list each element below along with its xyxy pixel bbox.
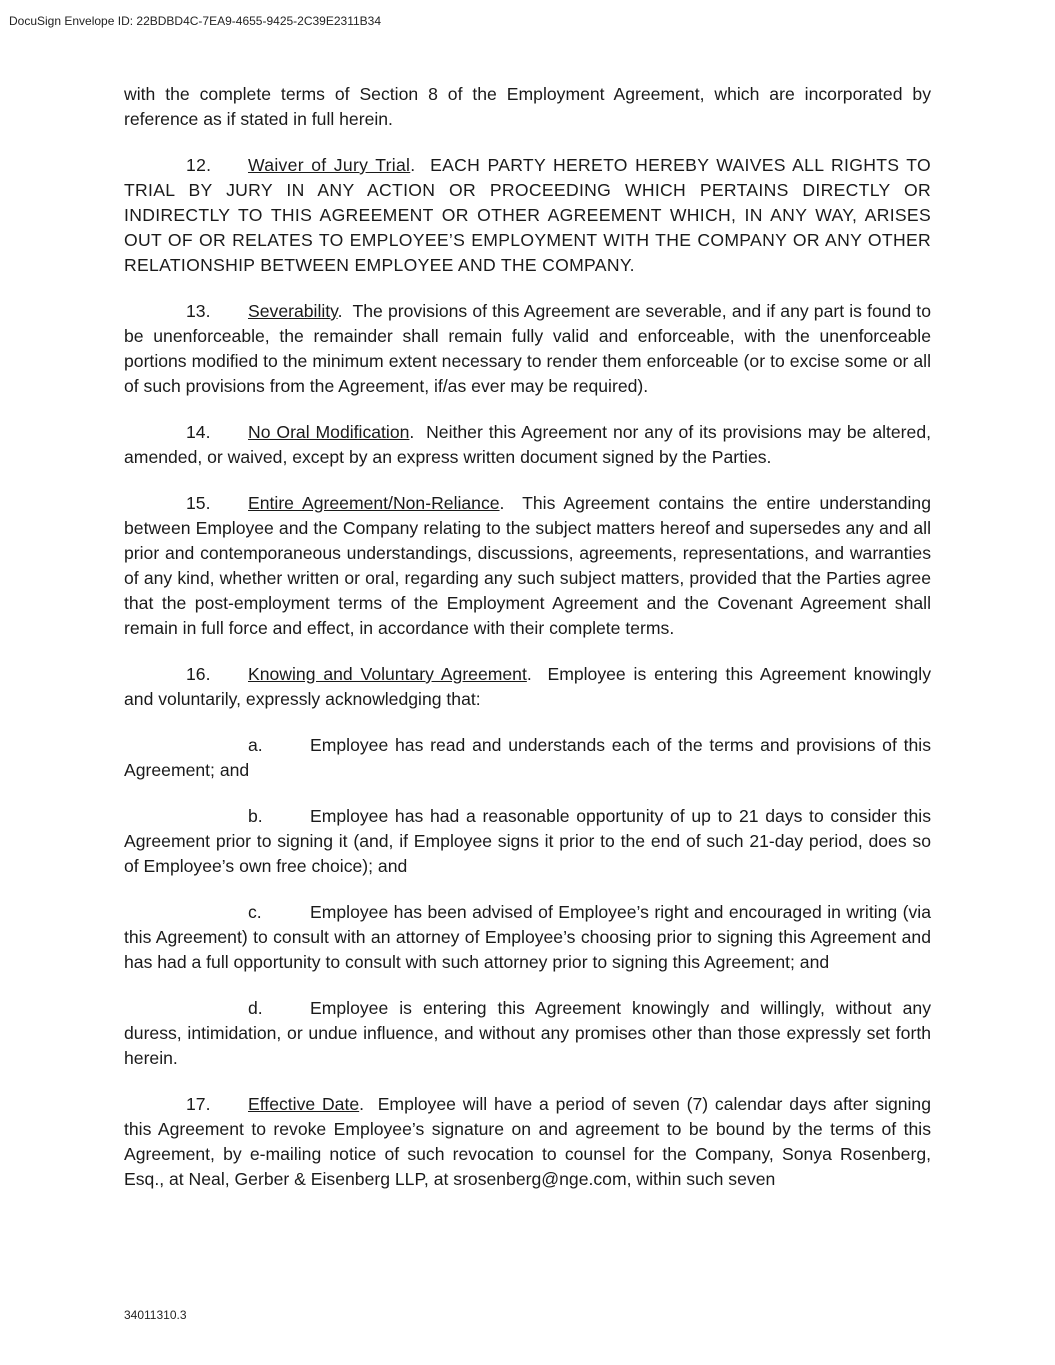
section-number: 12.	[186, 155, 212, 175]
section-number: 15.	[186, 493, 211, 513]
subsection-text: Employee has had a reasonable opportunity of up to 21 days to consider this Agreement prior to signing it (and, if Employee signs it prior to the end of such 21-day period, does so of Employee’s own free choice); and	[124, 806, 931, 876]
subsection-text: Employee has been advised of Employee’s right and encouraged in writing (via this Agreement) to consult with an attorney of Employee’s choosing prior to signing this Agreement and has had a full opportunity to consult with such attorney prior to signing this Agreement; and	[124, 902, 931, 972]
section-title: Waiver of Jury Trial	[248, 155, 411, 175]
section-16b	[124, 804, 931, 879]
subsection-text: Employee is entering this Agreement knowingly and willingly, without any duress, intimidation, or undue influence, and without any promises other than those expressly set forth herein.	[124, 998, 931, 1068]
section-17: 17. Effective Date. Employee will have a period of seven (7) calendar days after signing this Agreement to revoke Employee’s signature on and agreement to be bound by the terms of this Agreement, by e-mailing notice of such revocation to counsel for the Company, Sonya Rosenberg, Esq., at Neal, Gerber & Eisenberg LLP, at srosenberg@nge.com, within such seven	[124, 1094, 931, 1189]
section-title: No Oral Modification	[248, 422, 410, 442]
section-16d	[124, 996, 931, 1071]
intro-paragraph: with the complete terms of Section 8 of the Employment Agreement, which are incorporated by reference as if stated in full herein.	[124, 84, 931, 129]
section-number: 14.	[186, 422, 211, 442]
section-text: The provisions of this Agreement are severable, and if any part is found to be unenforceable, the remainder shall remain fully valid and enforceable, with the unenforceable portions modified to the minimum extent necessary to render them enforceable (or to excise some or all of such provisions from the Agreement, if/as ever may be required).	[124, 301, 931, 396]
section-text: This Agreement contains the entire understanding between Employee and the Company relating to the subject matters hereof and supersedes any and all prior and contemporaneous understandings, discussions, agreements, representations, and warranties of any kind, whether written or oral, regarding any such subject matters, provided that the Parties agree that the post-employment terms of the Employment Agreement and the Covenant Agreement shall remain in full force and effect, in accordance with their complete terms.	[124, 493, 931, 638]
section-number: 16.	[186, 664, 211, 684]
section-text: Neither this Agreement nor any of its provisions may be altered, amended, or waived, except by an express written document signed by the Parties.	[124, 422, 931, 467]
section-15: 15. Entire Agreement/Non-Reliance. This Agreement contains the entire understanding between Employee and the Company relating to the subject matters hereof and supersedes any and all prior and contemporaneous understandings, discussions, agreements, representations, and warranties of any kind, whether written or oral, regarding any such subject matters, provided that the Parties agree that the post-employment terms of the Employment Agreement and the Covenant Agreement shall remain in full force and effect, in accordance with their complete terms.	[124, 493, 931, 638]
section-title: Entire Agreement/Non-Reliance	[248, 493, 500, 513]
section-title: Severability	[248, 301, 338, 321]
section-text: Employee is entering this Agreement knowingly and voluntarily, expressly acknowledging that:	[124, 664, 931, 709]
section-14: 14. No Oral Modification. Neither this Agreement nor any of its provisions may be altered, amended, or waived, except by an express written document signed by the Parties.	[124, 422, 931, 467]
section-text: Employee will have a period of seven (7) calendar days after signing this Agreement to revoke Employee’s signature on and agreement to be bound by the terms of this Agreement, by e-mailing notice of such revocation to counsel for the Company, Sonya Rosenberg, Esq., at Neal, Gerber & Eisenberg LLP, at srosenberg@nge.com, within such seven	[124, 1094, 931, 1189]
section-12: 12. Waiver of Jury Trial. EACH PARTY HERETO HEREBY WAIVES ALL RIGHTS TO TRIAL BY JURY IN ANY ACTION OR PROCEEDING WHICH PERTAINS DIRECTLY OR INDIRECTLY TO THIS AGREEMENT OR OTHER AGREEMENT WHICH, IN ANY WAY, ARISES OUT OF OR RELATES TO EMPLOYEE’S EMPLOYMENT WITH THE COMPANY OR ANY OTHER RELATIONSHIP BETWEEN EMPLOYEE AND THE COMPANY.	[124, 155, 931, 275]
subsection-text: Employee has read and understands each of the terms and provisions of this Agreement; and	[124, 735, 931, 780]
section-title: Knowing and Voluntary Agreement	[248, 664, 527, 684]
subsection-letter: a.	[248, 735, 263, 755]
subsection-letter: b.	[248, 806, 263, 826]
section-text: EACH PARTY HERETO HEREBY WAIVES ALL RIGHTS TO TRIAL BY JURY IN ANY ACTION OR PROCEEDING WHICH PERTAINS DIRECTLY OR INDIRECTLY TO THIS AGREEMENT OR OTHER AGREEMENT WHICH, IN ANY WAY, ARISES OUT OF OR RELATES TO EMPLOYEE’S EMPLOYMENT WITH THE COMPANY OR ANY OTHER RELATIONSHIP BETWEEN EMPLOYEE AND THE COMPANY.	[124, 155, 931, 275]
document-body	[124, 82, 931, 1213]
subsection-letter: d.	[248, 998, 263, 1018]
document-footer-id: 34011310.3	[124, 1308, 187, 1322]
section-number: 13.	[186, 301, 211, 321]
section-16: 16. Knowing and Voluntary Agreement. Employee is entering this Agreement knowingly and voluntarily, expressly acknowledging that:	[124, 664, 931, 709]
subsection-letter: c.	[248, 902, 262, 922]
section-16a	[124, 733, 931, 783]
section-number: 17.	[186, 1094, 211, 1114]
section-13: 13. Severability. The provisions of this Agreement are severable, and if any part is found to be unenforceable, the remainder shall remain fully valid and enforceable, with the unenforceable portions modified to the minimum extent necessary to render them enforceable (or to excise some or all of such provisions from the Agreement, if/as ever may be required).	[124, 301, 931, 396]
section-title: Effective Date	[248, 1094, 360, 1114]
docusign-envelope-id: DocuSign Envelope ID: 22BDBD4C-7EA9-4655-9425-2C39E2311B34	[9, 14, 382, 28]
section-16c	[124, 900, 931, 975]
